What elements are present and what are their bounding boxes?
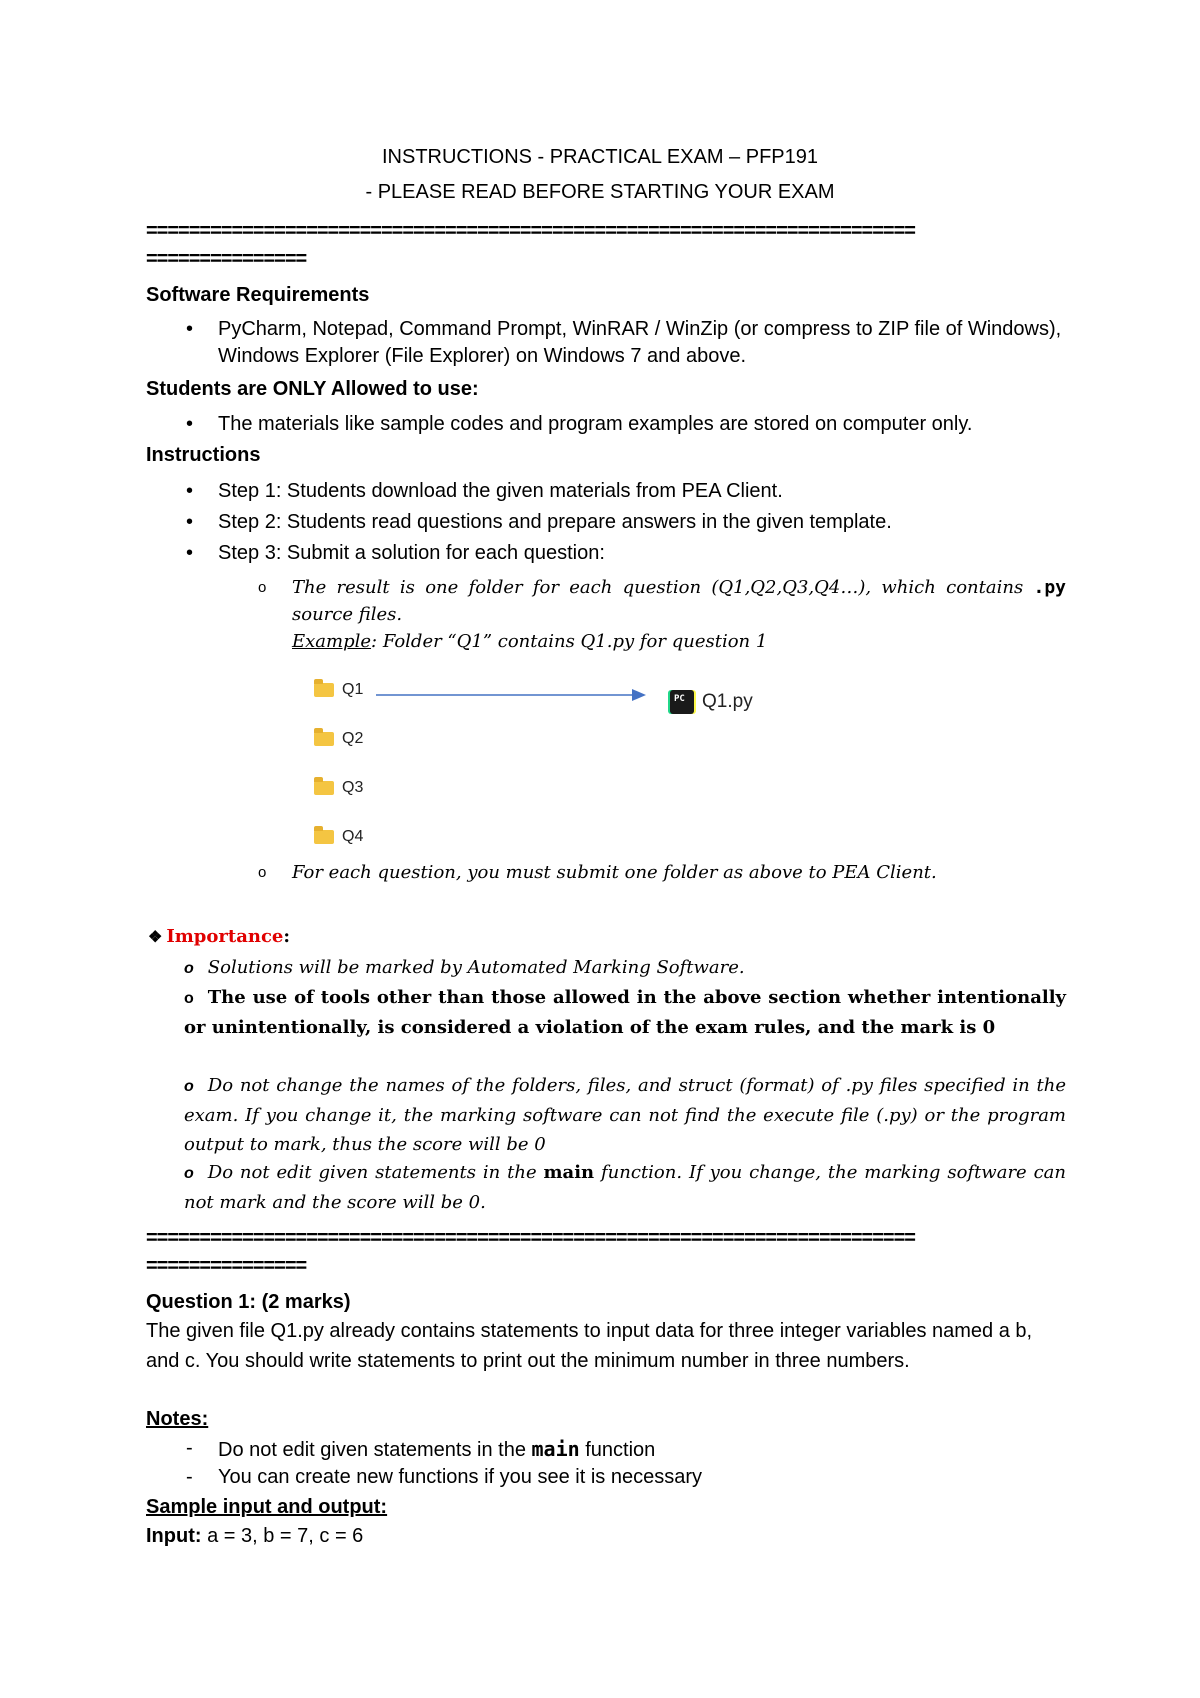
importance-text: Solutions will be marked by Automated Marking Software. bbox=[207, 957, 745, 978]
question-heading: Question 1: (2 marks) bbox=[146, 1291, 351, 1313]
sub-list-item bbox=[258, 859, 1066, 886]
diamond-icon: ❖ bbox=[148, 927, 163, 946]
folder-item bbox=[314, 681, 363, 699]
step-text: Step 2: Students read questions and prepare answers in the given template. bbox=[218, 511, 892, 533]
list-item bbox=[186, 316, 1066, 370]
main-keyword: main bbox=[543, 1162, 595, 1183]
doc-title-line1: INSTRUCTIONS - PRACTICAL EXAM – PFP191 bbox=[381, 146, 818, 168]
folder-label: Q2 bbox=[342, 730, 364, 747]
python-file bbox=[670, 690, 753, 714]
sub-bullet: o bbox=[258, 864, 267, 881]
question-body: The given file Q1.py already contains statements to input data for three integer variables named a b, and c. You should write statements to print out the minimum number in three numbers. bbox=[146, 1320, 1033, 1372]
example-label: Example bbox=[292, 631, 372, 652]
step-text: Step 1: Students download the given materials from PEA Client. bbox=[218, 480, 783, 502]
list-item bbox=[186, 411, 1066, 438]
example-text: : Folder “Q1” contains Q1.py for question 1 bbox=[371, 631, 768, 652]
separator-line: =============== bbox=[146, 248, 307, 270]
file-label: Q1.py bbox=[702, 691, 753, 713]
list-item bbox=[186, 1466, 702, 1489]
allowed-heading: Students are ONLY Allowed to use: bbox=[146, 378, 479, 400]
folder-icon bbox=[314, 830, 334, 844]
notes-label: Notes: bbox=[146, 1408, 209, 1430]
pycharm-file-icon: PC bbox=[670, 690, 694, 714]
sub-bullet: o bbox=[184, 990, 194, 1007]
dash-bullet: - bbox=[186, 1466, 193, 1488]
importance-text: Do not change the names of the folders, files, and struct (format) of .py files specified in the exam. If you change it, the marking software can not find the execute file (.py) or the program output to mark, thus the score will be 0 bbox=[184, 1075, 1066, 1155]
list-item bbox=[186, 540, 1066, 567]
list-item bbox=[186, 509, 1066, 536]
folder-item bbox=[314, 779, 363, 797]
importance-item bbox=[184, 953, 1066, 983]
folder-label: Q3 bbox=[342, 779, 364, 796]
py-extension: .py bbox=[1033, 577, 1066, 598]
list-item bbox=[186, 1437, 655, 1462]
folder-label: Q4 bbox=[342, 828, 364, 845]
sub-list-item-text: For each question, you must submit one folder as above to PEA Client. bbox=[292, 862, 937, 883]
folder-icon bbox=[314, 781, 334, 795]
sub-list-item bbox=[258, 574, 1066, 655]
importance-item: o Do not edit given statements in the main function. If you change, the marking software can not mark and the score will be 0. bbox=[184, 1162, 1066, 1213]
importance-item bbox=[184, 1071, 1066, 1159]
importance-heading: ❖ Importance: bbox=[148, 926, 291, 947]
note-text: You can create new functions if you see it is necessary bbox=[218, 1466, 702, 1488]
bullet-icon: • bbox=[186, 480, 194, 502]
list-item-text: PyCharm, Notepad, Command Prompt, WinRAR / WinZip (or compress to ZIP file of Windows), Windows Explorer (File Explorer) on Windows 7 and above. bbox=[218, 318, 1062, 367]
folder-icon bbox=[314, 683, 334, 697]
sub-bullet: o bbox=[184, 1078, 194, 1095]
separator-line: ======================================================================== bbox=[146, 220, 915, 242]
input-label: Input: bbox=[146, 1525, 202, 1547]
note-text: Do not edit given statements in the main function bbox=[218, 1437, 656, 1461]
input-value: a = 3, b = 7, c = 6 bbox=[201, 1525, 364, 1547]
importance-text: The use of tools other than those allowed in the above section whether intentionally or unintentionally, is considered a violation of the exam rules, and the mark is 0 bbox=[184, 987, 1066, 1038]
sample-input bbox=[146, 1525, 363, 1548]
importance-label: Importance bbox=[166, 926, 284, 947]
bullet-icon: • bbox=[186, 542, 194, 564]
dash-bullet: - bbox=[186, 1437, 193, 1459]
software-requirements-heading: Software Requirements bbox=[146, 284, 370, 306]
sub-bullet: o bbox=[184, 960, 194, 977]
importance-item bbox=[184, 983, 1066, 1042]
folder-item bbox=[314, 730, 363, 748]
separator-line: =============== bbox=[146, 1255, 307, 1277]
arrow-icon bbox=[370, 680, 650, 710]
instructions-heading: Instructions bbox=[146, 444, 261, 466]
folder-icon bbox=[314, 732, 334, 746]
step-text: Step 3: Submit a solution for each question: bbox=[218, 542, 605, 564]
folder-item bbox=[314, 828, 363, 846]
main-keyword: main bbox=[531, 1437, 580, 1461]
bullet-icon: • bbox=[186, 318, 194, 340]
list-item-text: The materials like sample codes and program examples are stored on computer only. bbox=[218, 413, 973, 435]
separator-line: ======================================================================== bbox=[146, 1227, 915, 1249]
sub-bullet: o bbox=[184, 1165, 194, 1182]
doc-title-line2: - PLEASE READ BEFORE STARTING YOUR EXAM bbox=[365, 181, 835, 203]
bullet-icon: • bbox=[186, 511, 194, 533]
sub-bullet: o bbox=[258, 579, 267, 596]
sample-label: Sample input and output: bbox=[146, 1496, 388, 1518]
list-item bbox=[186, 478, 1066, 505]
sub-list-item-text: The result is one folder for each question (Q1,Q2,Q3,Q4…), which contains .py source files. Example: Folder “Q1” contains Q1.py for question 1 bbox=[292, 577, 1066, 652]
folder-label: Q1 bbox=[342, 681, 364, 698]
bullet-icon: • bbox=[186, 413, 194, 435]
